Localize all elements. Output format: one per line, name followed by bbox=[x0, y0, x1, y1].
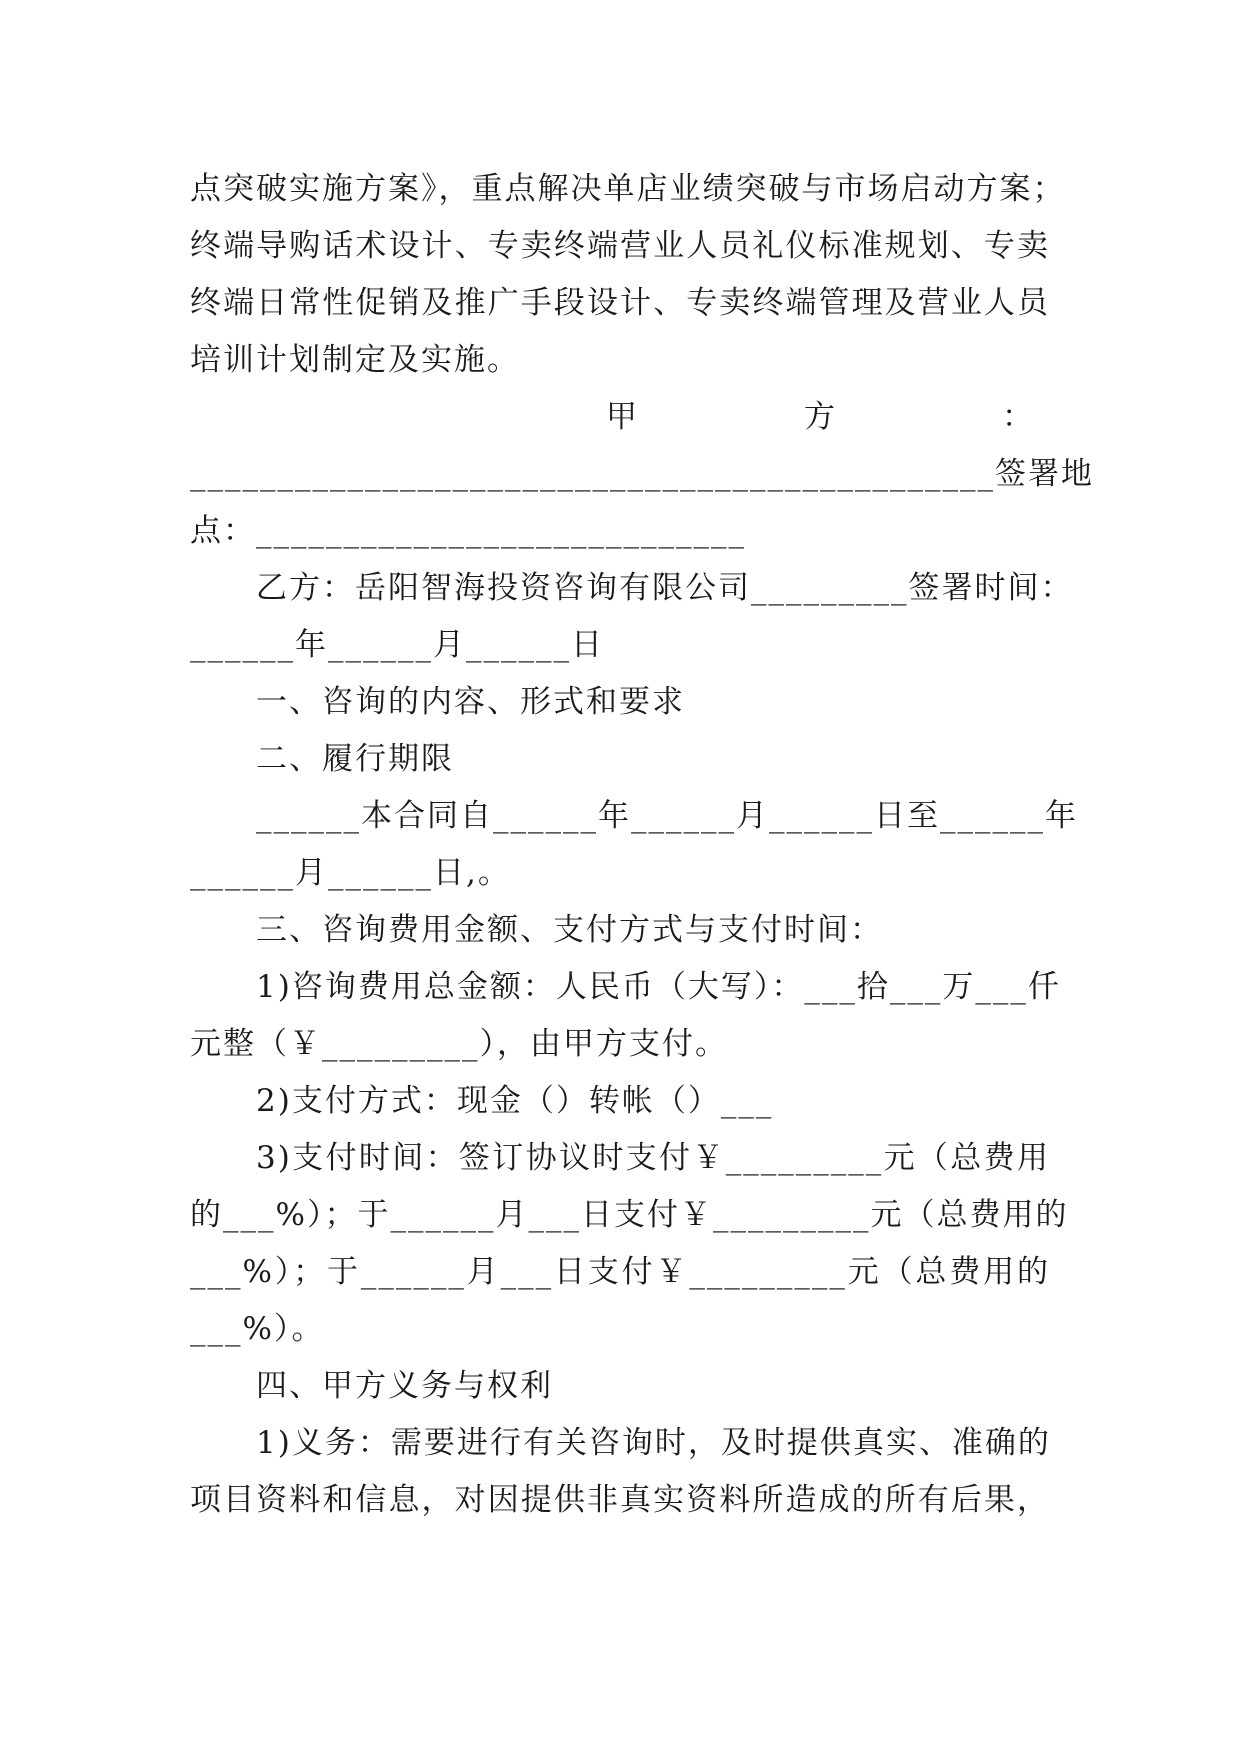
party-b-line: 乙方：岳阳智海投资咨询有限公司_________签署时间： bbox=[256, 570, 1074, 606]
text-line: 2)支付方式：现金（）转帐（）___ bbox=[256, 1083, 774, 1119]
text-line: 培训计划制定及实施。 bbox=[190, 342, 520, 378]
text-line: 点突破实施方案》，重点解决单店业绩突破与市场启动方案； bbox=[190, 171, 1066, 207]
text-line: 的___%）；于______月___日支付￥_________元（总费用的 bbox=[190, 1197, 1069, 1233]
text-line: 1)咨询费用总金额：人民币（大写）：___拾___万___仟 bbox=[256, 969, 1061, 1005]
party-a-signing-place: ______________________________________________签署地 bbox=[190, 456, 1094, 492]
text-line: 3)支付时间：签订协议时支付￥_________元（总费用 bbox=[256, 1140, 1050, 1176]
text-line: 终端日常性促销及推广手段设计、专卖终端管理及营业人员 bbox=[190, 285, 1050, 321]
text-line: 1)义务：需要进行有关咨询时，及时提供真实、准确的 bbox=[256, 1425, 1051, 1461]
section-heading: 三、咨询费用金额、支付方式与支付时间： bbox=[256, 912, 883, 948]
section-heading: 四、甲方义务与权利 bbox=[256, 1368, 553, 1404]
section-heading: 一、咨询的内容、形式和要求 bbox=[256, 684, 685, 720]
text-line: ______月______日,。 bbox=[190, 855, 511, 891]
text-line: ______本合同自______年______月______日至______年 bbox=[256, 798, 1078, 834]
date-line: ______年______月______日 bbox=[190, 627, 604, 663]
signing-place-line: 点：____________________________ bbox=[190, 513, 746, 549]
text-line: ___%）。 bbox=[190, 1311, 325, 1347]
text-line: 终端导购话术设计、专卖终端营业人员礼仪标准规划、专卖 bbox=[190, 228, 1050, 264]
text-line: 项目资料和信息，对因提供非真实资料所造成的所有后果， bbox=[190, 1482, 1050, 1518]
section-heading: 二、履行期限 bbox=[256, 741, 454, 777]
party-a-label: 甲 方 ： bbox=[606, 399, 1035, 435]
text-line: ___%）；于______月___日支付￥_________元（总费用的 bbox=[190, 1254, 1050, 1290]
text-line: 元整（￥_________），由甲方支付。 bbox=[190, 1026, 728, 1062]
